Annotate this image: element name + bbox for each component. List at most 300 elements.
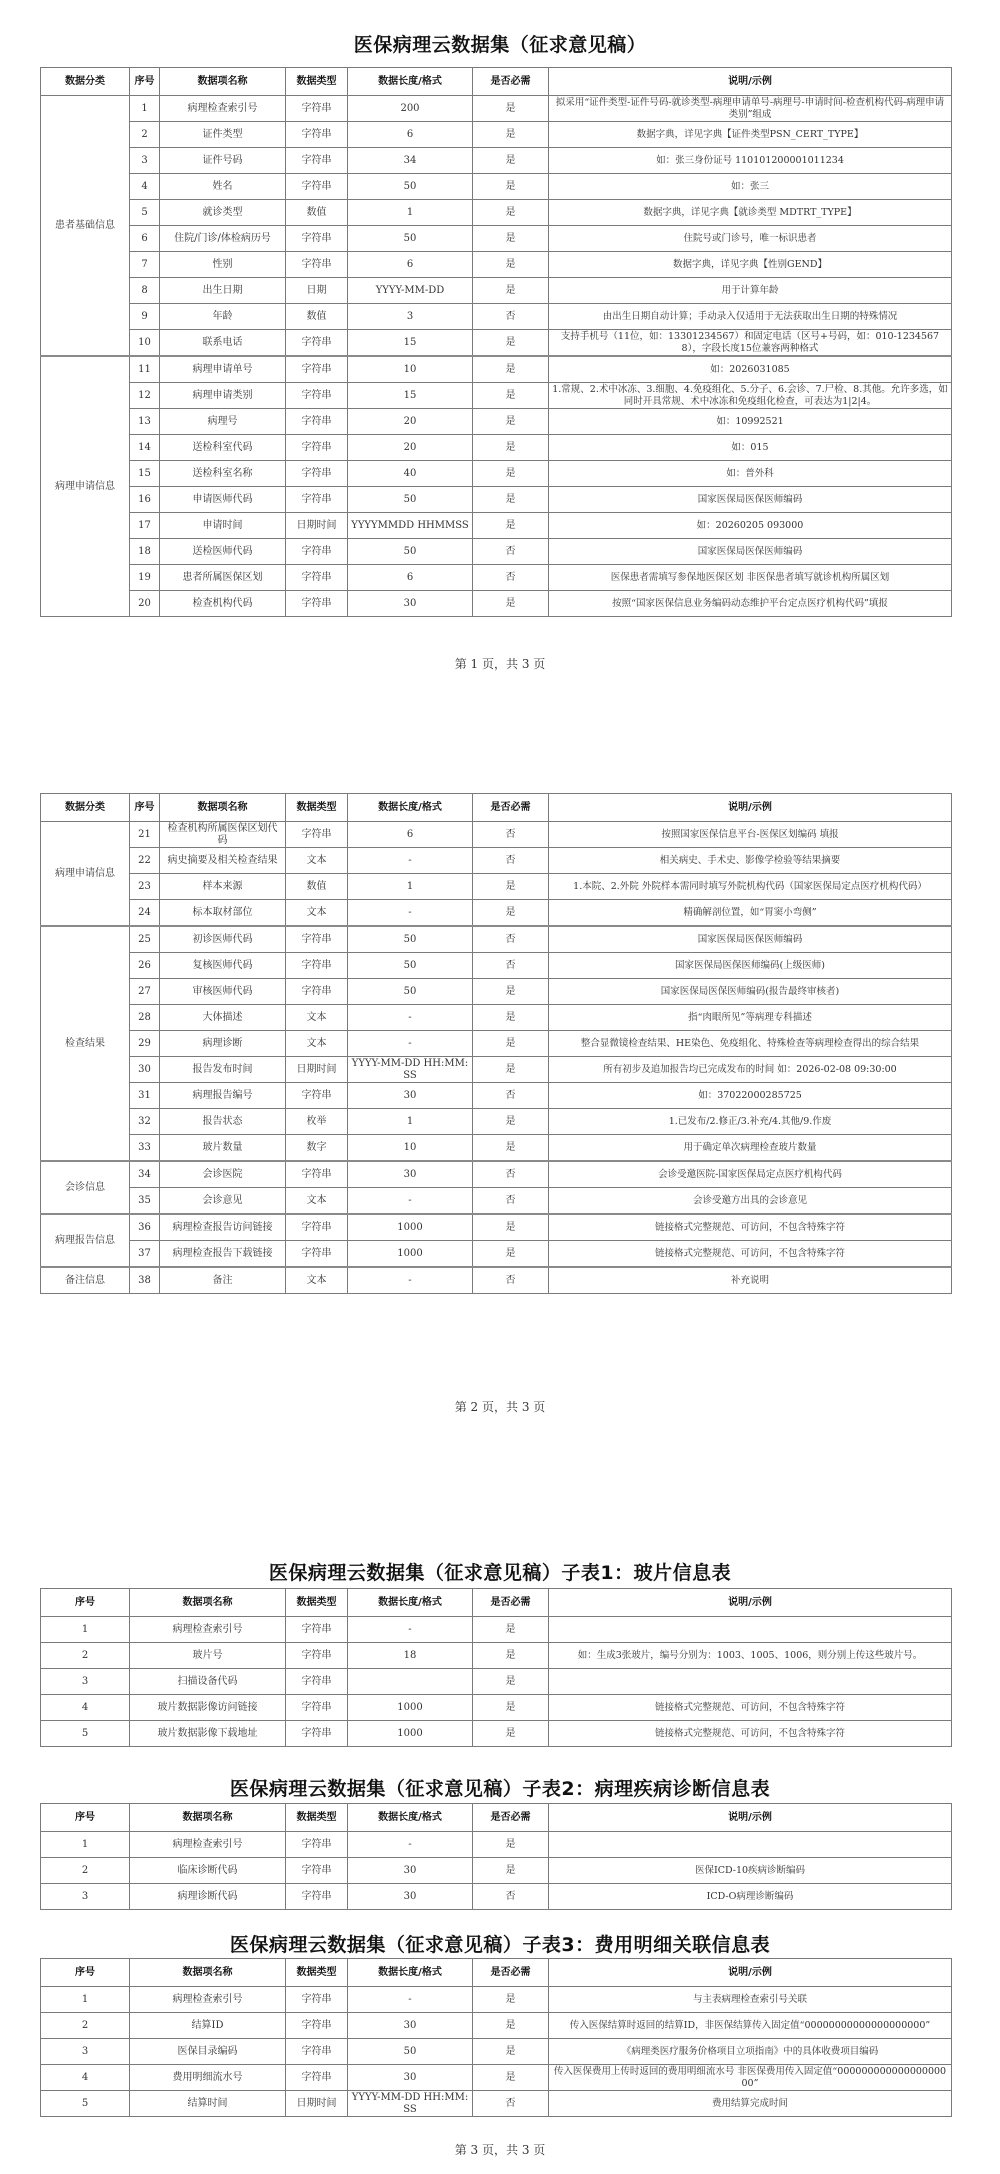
row-number: 18 xyxy=(130,539,160,565)
required-flag: 是 xyxy=(473,174,549,200)
data-type: 字符串 xyxy=(286,1884,348,1910)
description xyxy=(549,1669,952,1695)
header-name: 数据项名称 xyxy=(130,1959,286,1987)
required-flag: 否 xyxy=(473,1884,549,1910)
table-row xyxy=(41,513,952,539)
subtable-1-slides xyxy=(40,1588,952,1747)
header-no: 序号 xyxy=(41,1589,130,1617)
data-length: 50 xyxy=(348,174,473,200)
required-flag: 是 xyxy=(473,122,549,148)
required-flag: 是 xyxy=(473,1669,549,1695)
description: 医保患者需填写参保地医保区划 非医保患者填写就诊机构所属区划 xyxy=(549,565,952,591)
table-row xyxy=(41,1161,952,1188)
field-name: 申请时间 xyxy=(160,513,286,539)
row-number: 14 xyxy=(130,435,160,461)
row-number: 34 xyxy=(130,1161,160,1188)
table-row xyxy=(41,409,952,435)
field-name: 送检科室代码 xyxy=(160,435,286,461)
table-row xyxy=(41,1987,952,2013)
data-type: 字符串 xyxy=(286,461,348,487)
data-type: 字符串 xyxy=(286,2065,348,2091)
required-flag: 是 xyxy=(473,148,549,174)
field-name: 病理检查索引号 xyxy=(130,1617,286,1643)
header-category: 数据分类 xyxy=(41,68,130,96)
data-type: 字符串 xyxy=(286,1643,348,1669)
description: 传入医保费用上传时返回的费用明细流水号 非医保费用传入固定值“00000000000000000000” xyxy=(549,2065,952,2091)
table-row xyxy=(41,1884,952,1910)
field-name: 会诊意见 xyxy=(160,1188,286,1215)
data-type: 字符串 xyxy=(286,435,348,461)
description: 如：2026031085 xyxy=(549,356,952,383)
row-number: 1 xyxy=(130,96,160,122)
data-length: 50 xyxy=(348,487,473,513)
data-length: 50 xyxy=(348,926,473,953)
table-row xyxy=(41,174,952,200)
required-flag: 是 xyxy=(473,874,549,900)
table-row xyxy=(41,2091,952,2117)
header-desc: 说明/示例 xyxy=(549,1959,952,1987)
header-length: 数据长度/格式 xyxy=(348,1959,473,1987)
row-number: 9 xyxy=(130,304,160,330)
header-type: 数据类型 xyxy=(286,68,348,96)
table-row xyxy=(41,1241,952,1268)
table-row xyxy=(41,1858,952,1884)
table-row xyxy=(41,1721,952,1747)
data-length: 15 xyxy=(348,330,473,357)
required-flag: 是 xyxy=(473,1057,549,1083)
data-length: 1 xyxy=(348,200,473,226)
data-type: 字符串 xyxy=(286,174,348,200)
field-name: 复核医师代码 xyxy=(160,953,286,979)
table-row xyxy=(41,96,952,122)
data-type: 字符串 xyxy=(286,148,348,174)
data-length: 30 xyxy=(348,2065,473,2091)
row-number: 4 xyxy=(41,2065,130,2091)
description xyxy=(549,1617,952,1643)
description: 医保ICD-10疾病诊断编码 xyxy=(549,1858,952,1884)
data-type: 字符串 xyxy=(286,226,348,252)
field-name: 检查机构代码 xyxy=(160,591,286,617)
data-length: 50 xyxy=(348,539,473,565)
field-name: 年龄 xyxy=(160,304,286,330)
description: 所有初步及追加报告均已完成发布的时间 如：2026-02-08 09:30:00 xyxy=(549,1057,952,1083)
header-length: 数据长度/格式 xyxy=(348,68,473,96)
data-type: 字符串 xyxy=(286,822,348,848)
description: 数据字典，详见字典【证件类型PSN_CERT_TYPE】 xyxy=(549,122,952,148)
table-row xyxy=(41,330,952,357)
category-cell: 病理申请信息 xyxy=(41,356,130,617)
category-cell: 备注信息 xyxy=(41,1267,130,1294)
row-number: 10 xyxy=(130,330,160,357)
data-type: 字符串 xyxy=(286,979,348,1005)
data-type: 字符串 xyxy=(286,2013,348,2039)
required-flag: 是 xyxy=(473,1214,549,1241)
data-length: 30 xyxy=(348,591,473,617)
data-type: 字符串 xyxy=(286,356,348,383)
data-length xyxy=(348,1669,473,1695)
table-row xyxy=(41,1057,952,1083)
table-row xyxy=(41,926,952,953)
row-number: 27 xyxy=(130,979,160,1005)
row-number: 38 xyxy=(130,1267,160,1294)
field-name: 样本来源 xyxy=(160,874,286,900)
row-number: 23 xyxy=(130,874,160,900)
required-flag: 否 xyxy=(473,539,549,565)
data-length: YYYY-MM-DD HH:MM:SS xyxy=(348,2091,473,2117)
required-flag: 否 xyxy=(473,1161,549,1188)
header-desc: 说明/示例 xyxy=(549,1804,952,1832)
table-row xyxy=(41,874,952,900)
description: 《病理类医疗服务价格项目立项指南》中的具体收费项目编码 xyxy=(549,2039,952,2065)
row-number: 21 xyxy=(130,822,160,848)
field-name: 审核医师代码 xyxy=(160,979,286,1005)
field-name: 初诊医师代码 xyxy=(160,926,286,953)
data-length: 6 xyxy=(348,252,473,278)
description: 1.常规、2.术中冰冻、3.细胞、4.免疫组化、5.分子、6.会诊、7.尸检、8.其他。允许多选，如同时开具常规、术中冰冻和免疫组化检查，可表达为1|2|4。 xyxy=(549,383,952,409)
table-row xyxy=(41,226,952,252)
field-name: 送检科室名称 xyxy=(160,461,286,487)
description: 如：20260205 093000 xyxy=(549,513,952,539)
data-type: 字符串 xyxy=(286,1858,348,1884)
required-flag: 是 xyxy=(473,461,549,487)
data-length: 1000 xyxy=(348,1241,473,1268)
description: 由出生日期自动计算；手动录入仅适用于无法获取出生日期的特殊情况 xyxy=(549,304,952,330)
description: 国家医保局医保医师编码(上级医师) xyxy=(549,953,952,979)
data-type: 字符串 xyxy=(286,252,348,278)
table-row xyxy=(41,435,952,461)
table-row xyxy=(41,1135,952,1162)
row-number: 32 xyxy=(130,1109,160,1135)
required-flag: 是 xyxy=(473,1109,549,1135)
description: 链接格式完整规范、可访问，不包含特殊字符 xyxy=(549,1241,952,1268)
data-type: 字符串 xyxy=(286,330,348,357)
required-flag: 否 xyxy=(473,1267,549,1294)
description: 费用结算完成时间 xyxy=(549,2091,952,2117)
data-length: 50 xyxy=(348,953,473,979)
header-required: 是否必需 xyxy=(473,794,549,822)
field-name: 送检医师代码 xyxy=(160,539,286,565)
header-length: 数据长度/格式 xyxy=(348,1804,473,1832)
data-type: 枚举 xyxy=(286,1109,348,1135)
data-type: 字符串 xyxy=(286,96,348,122)
description: 整合显微镜检查结果、HE染色、免疫组化、特殊检查等病理检查得出的综合结果 xyxy=(549,1031,952,1057)
data-type: 文本 xyxy=(286,1188,348,1215)
header-no: 序号 xyxy=(41,1804,130,1832)
header-type: 数据类型 xyxy=(286,1959,348,1987)
data-type: 文本 xyxy=(286,900,348,927)
required-flag: 否 xyxy=(473,926,549,953)
data-length: 18 xyxy=(348,1643,473,1669)
data-type: 字符串 xyxy=(286,487,348,513)
field-name: 玻片数据影像下载地址 xyxy=(130,1721,286,1747)
subtable-1-title: 医保病理云数据集（征求意见稿）子表1：玻片信息表 xyxy=(268,1562,732,1584)
row-number: 1 xyxy=(41,1987,130,2013)
row-number: 4 xyxy=(41,1695,130,1721)
row-number: 5 xyxy=(130,200,160,226)
data-length: 6 xyxy=(348,122,473,148)
table-row xyxy=(41,539,952,565)
data-length: 10 xyxy=(348,1135,473,1162)
field-name: 玻片数据影像访问链接 xyxy=(130,1695,286,1721)
required-flag: 是 xyxy=(473,979,549,1005)
description: 1.本院、2.外院 外院样本需同时填写外院机构代码（国家医保局定点医疗机构代码） xyxy=(549,874,952,900)
data-length: 30 xyxy=(348,1858,473,1884)
required-flag: 否 xyxy=(473,565,549,591)
data-length: 50 xyxy=(348,226,473,252)
page-footer-1: 第 1 页，共 3 页 xyxy=(454,657,546,671)
main-table-page-2 xyxy=(40,793,952,1294)
field-name: 姓名 xyxy=(160,174,286,200)
description: 相关病史、手术史、影像学检验等结果摘要 xyxy=(549,848,952,874)
subtable-3-fees xyxy=(40,1958,952,2117)
table-row xyxy=(41,822,952,848)
data-type: 字符串 xyxy=(286,122,348,148)
description: 用于确定单次病理检查玻片数量 xyxy=(549,1135,952,1162)
data-type: 数值 xyxy=(286,304,348,330)
row-number: 28 xyxy=(130,1005,160,1031)
table-row xyxy=(41,383,952,409)
field-name: 扫描设备代码 xyxy=(130,1669,286,1695)
field-name: 联系电话 xyxy=(160,330,286,357)
table-row xyxy=(41,278,952,304)
header-no: 序号 xyxy=(130,68,160,96)
required-flag: 否 xyxy=(473,822,549,848)
data-length: - xyxy=(348,1987,473,2013)
data-length: 1000 xyxy=(348,1721,473,1747)
data-type: 字符串 xyxy=(286,953,348,979)
field-name: 病理报告编号 xyxy=(160,1083,286,1109)
main-table-page-1 xyxy=(40,67,952,617)
table-row xyxy=(41,487,952,513)
row-number: 7 xyxy=(130,252,160,278)
row-number: 2 xyxy=(41,2013,130,2039)
field-name: 病理诊断 xyxy=(160,1031,286,1057)
field-name: 病理检查索引号 xyxy=(130,1832,286,1858)
required-flag: 是 xyxy=(473,2065,549,2091)
data-type: 字符串 xyxy=(286,1695,348,1721)
table-row xyxy=(41,1695,952,1721)
data-type: 字符串 xyxy=(286,409,348,435)
data-length: - xyxy=(348,848,473,874)
table-header-row xyxy=(41,68,952,96)
required-flag: 是 xyxy=(473,330,549,357)
field-name: 出生日期 xyxy=(160,278,286,304)
description: 按照“国家医保信息业务编码动态维护平台定点医疗机构代码”填报 xyxy=(549,591,952,617)
field-name: 临床诊断代码 xyxy=(130,1858,286,1884)
row-number: 26 xyxy=(130,953,160,979)
row-number: 37 xyxy=(130,1241,160,1268)
data-type: 数值 xyxy=(286,200,348,226)
data-length: 30 xyxy=(348,1083,473,1109)
row-number: 30 xyxy=(130,1057,160,1083)
field-name: 报告状态 xyxy=(160,1109,286,1135)
table-row xyxy=(41,565,952,591)
row-number: 3 xyxy=(130,148,160,174)
required-flag: 是 xyxy=(473,226,549,252)
required-flag: 是 xyxy=(473,409,549,435)
data-type: 字符串 xyxy=(286,2039,348,2065)
table-row xyxy=(41,2039,952,2065)
table-row xyxy=(41,848,952,874)
required-flag: 否 xyxy=(473,848,549,874)
header-no: 序号 xyxy=(130,794,160,822)
header-category: 数据分类 xyxy=(41,794,130,822)
header-length: 数据长度/格式 xyxy=(348,1589,473,1617)
field-name: 报告发布时间 xyxy=(160,1057,286,1083)
category-cell: 病理报告信息 xyxy=(41,1214,130,1267)
field-name: 结算时间 xyxy=(130,2091,286,2117)
category-cell: 会诊信息 xyxy=(41,1161,130,1214)
required-flag: 是 xyxy=(473,591,549,617)
row-number: 17 xyxy=(130,513,160,539)
row-number: 20 xyxy=(130,591,160,617)
header-name: 数据项名称 xyxy=(130,1589,286,1617)
data-type: 字符串 xyxy=(286,1241,348,1268)
row-number: 25 xyxy=(130,926,160,953)
required-flag: 否 xyxy=(473,1083,549,1109)
description: ICD-O病理诊断编码 xyxy=(549,1884,952,1910)
header-required: 是否必需 xyxy=(473,1804,549,1832)
required-flag: 是 xyxy=(473,1643,549,1669)
row-number: 31 xyxy=(130,1083,160,1109)
header-no: 序号 xyxy=(41,1959,130,1987)
row-number: 12 xyxy=(130,383,160,409)
description: 传入医保结算时返回的结算ID，非医保结算传入固定值“00000000000000000000” xyxy=(549,2013,952,2039)
table-row xyxy=(41,1031,952,1057)
table-row xyxy=(41,2065,952,2091)
field-name: 玻片号 xyxy=(130,1643,286,1669)
required-flag: 否 xyxy=(473,2091,549,2117)
field-name: 会诊医院 xyxy=(160,1161,286,1188)
required-flag: 是 xyxy=(473,1858,549,1884)
data-length: 50 xyxy=(348,979,473,1005)
data-type: 日期 xyxy=(286,278,348,304)
data-type: 文本 xyxy=(286,848,348,874)
data-type: 日期时间 xyxy=(286,2091,348,2117)
data-type: 字符串 xyxy=(286,565,348,591)
field-name: 病理号 xyxy=(160,409,286,435)
field-name: 标本取材部位 xyxy=(160,900,286,927)
description: 如：10992521 xyxy=(549,409,952,435)
data-length: 3 xyxy=(348,304,473,330)
data-length: 1 xyxy=(348,874,473,900)
data-length: YYYYMMDD HHMMSS xyxy=(348,513,473,539)
data-length: - xyxy=(348,1617,473,1643)
description: 如：普外科 xyxy=(549,461,952,487)
data-length: 1 xyxy=(348,1109,473,1135)
header-desc: 说明/示例 xyxy=(549,794,952,822)
data-length: 20 xyxy=(348,435,473,461)
description: 如：生成3张玻片，编号分别为：1003、1005、1006，则分别上传这些玻片号。 xyxy=(549,1643,952,1669)
field-name: 病理检查索引号 xyxy=(130,1987,286,2013)
header-length: 数据长度/格式 xyxy=(348,794,473,822)
required-flag: 是 xyxy=(473,1005,549,1031)
required-flag: 是 xyxy=(473,252,549,278)
field-name: 病理检查报告下载链接 xyxy=(160,1241,286,1268)
required-flag: 是 xyxy=(473,383,549,409)
header-type: 数据类型 xyxy=(286,794,348,822)
data-length: 10 xyxy=(348,356,473,383)
required-flag: 是 xyxy=(473,1031,549,1057)
description: 链接格式完整规范、可访问，不包含特殊字符 xyxy=(549,1214,952,1241)
data-type: 数值 xyxy=(286,874,348,900)
field-name: 住院/门诊/体检病历号 xyxy=(160,226,286,252)
required-flag: 是 xyxy=(473,435,549,461)
description: 数据字典，详见字典【性别GEND】 xyxy=(549,252,952,278)
subtable-2-title: 医保病理云数据集（征求意见稿）子表2：病理疾病诊断信息表 xyxy=(229,1778,771,1800)
category-cell: 检查结果 xyxy=(41,926,130,1161)
required-flag: 否 xyxy=(473,953,549,979)
data-length: 30 xyxy=(348,1161,473,1188)
description: 指“肉眼所见”等病理专科描述 xyxy=(549,1005,952,1031)
table-header-row xyxy=(41,1959,952,1987)
data-type: 字符串 xyxy=(286,539,348,565)
category-cell: 病理申请信息 xyxy=(41,822,130,927)
row-number: 19 xyxy=(130,565,160,591)
header-desc: 说明/示例 xyxy=(549,68,952,96)
table-row xyxy=(41,122,952,148)
data-type: 字符串 xyxy=(286,1669,348,1695)
table-row xyxy=(41,1214,952,1241)
field-name: 备注 xyxy=(160,1267,286,1294)
field-name: 玻片数量 xyxy=(160,1135,286,1162)
field-name: 病理诊断代码 xyxy=(130,1884,286,1910)
field-name: 病理检查索引号 xyxy=(160,96,286,122)
row-number: 22 xyxy=(130,848,160,874)
row-number: 4 xyxy=(130,174,160,200)
table-row xyxy=(41,1832,952,1858)
description: 如：015 xyxy=(549,435,952,461)
row-number: 36 xyxy=(130,1214,160,1241)
data-length: 34 xyxy=(348,148,473,174)
field-name: 就诊类型 xyxy=(160,200,286,226)
data-length: 50 xyxy=(348,2039,473,2065)
table-row xyxy=(41,1109,952,1135)
data-type: 日期时间 xyxy=(286,513,348,539)
required-flag: 是 xyxy=(473,487,549,513)
field-name: 性别 xyxy=(160,252,286,278)
row-number: 2 xyxy=(130,122,160,148)
field-name: 申请医师代码 xyxy=(160,487,286,513)
description: 国家医保局医保医师编码 xyxy=(549,539,952,565)
table-row xyxy=(41,979,952,1005)
description: 国家医保局医保医师编码 xyxy=(549,926,952,953)
page-footer-3: 第 3 页，共 3 页 xyxy=(454,2143,546,2157)
header-required: 是否必需 xyxy=(473,68,549,96)
data-length: 30 xyxy=(348,2013,473,2039)
data-length: 200 xyxy=(348,96,473,122)
description: 如：张三身份证号 110101200001011234 xyxy=(549,148,952,174)
header-type: 数据类型 xyxy=(286,1804,348,1832)
description: 国家医保局医保医师编码 xyxy=(549,487,952,513)
required-flag: 是 xyxy=(473,96,549,122)
table-row xyxy=(41,356,952,383)
description: 链接格式完整规范、可访问，不包含特殊字符 xyxy=(549,1721,952,1747)
data-type: 字符串 xyxy=(286,1083,348,1109)
row-number: 24 xyxy=(130,900,160,927)
required-flag: 是 xyxy=(473,1987,549,2013)
data-type: 文本 xyxy=(286,1031,348,1057)
required-flag: 是 xyxy=(473,1135,549,1162)
row-number: 3 xyxy=(41,2039,130,2065)
description: 支持手机号（11位，如：13301234567）和固定电话（区号+号码，如：010-12345678），字段长度15位兼容两种格式 xyxy=(549,330,952,357)
header-required: 是否必需 xyxy=(473,1589,549,1617)
data-type: 字符串 xyxy=(286,1721,348,1747)
required-flag: 是 xyxy=(473,900,549,927)
required-flag: 是 xyxy=(473,356,549,383)
description: 会诊受邀方出具的会诊意见 xyxy=(549,1188,952,1215)
table-row xyxy=(41,304,952,330)
